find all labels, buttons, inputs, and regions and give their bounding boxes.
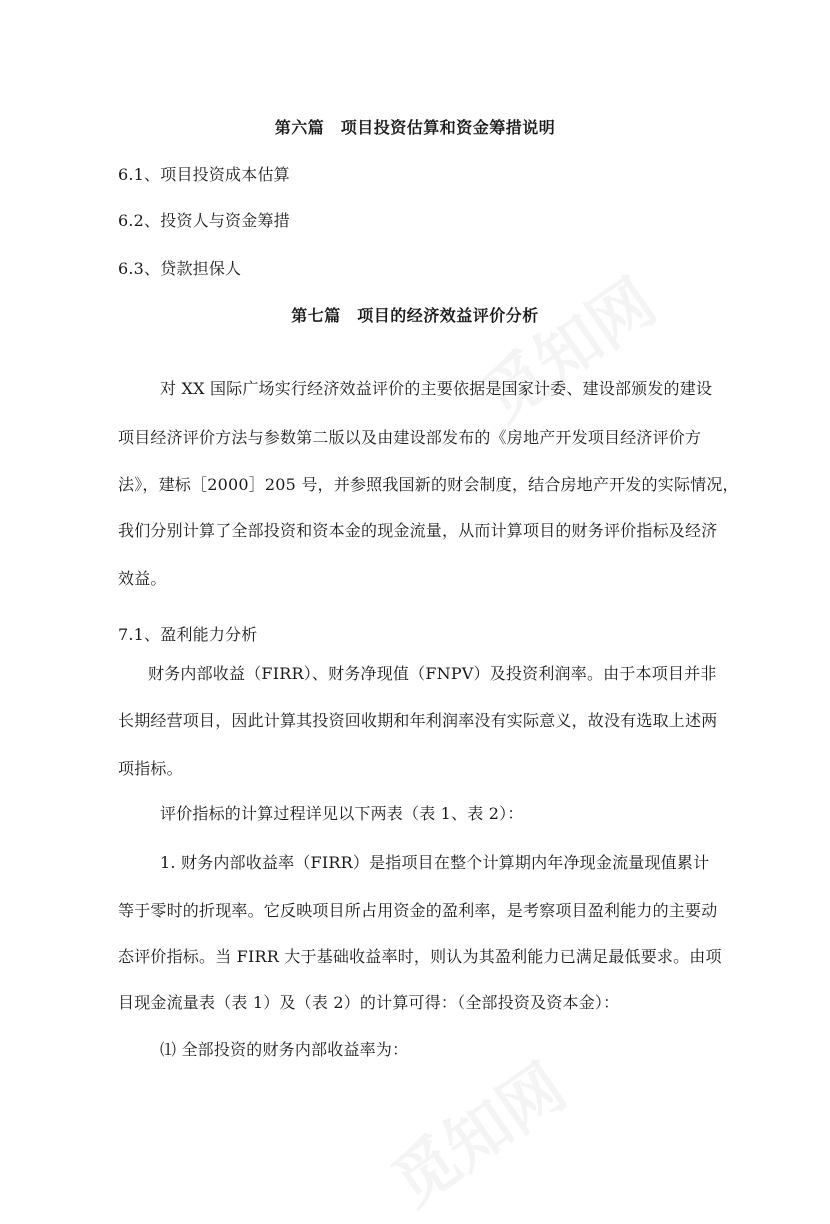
intro-line: 法》，建标［2000］205 号，并参照我国新的财会制度，结合房地产开发的实际情况， — [118, 475, 739, 494]
para1-line: 长期经营项目，因此计算其投资回收期和年利润率没有实际意义，故没有选取上述两 — [118, 711, 718, 730]
para3-line: 态评价指标。当 FIRR 大于基础收益率时，则认为其盈利能力已满足最低要求。由项 — [118, 947, 722, 966]
section7-title: 第七篇 项目的经济效益评价分析 — [291, 306, 539, 325]
watermark — [371, 1038, 581, 1223]
watermark — [461, 253, 671, 438]
para1-line: 财务内部收益（FIRR）、财务净现值（FNPV）及投资利润率。由于本项目并非 — [148, 664, 717, 683]
intro-line: 我们分别计算了全部投资和资本金的现金流量，从而计算项目的财务评价指标及经济 — [118, 521, 718, 540]
para3-line: 目现金流量表（表 1）及（表 2）的计算可得：（全部投资及资本金）： — [118, 993, 620, 1012]
toc-item: 6.1、项目投资成本估算 — [118, 165, 290, 184]
intro-line: 效益。 — [118, 569, 167, 588]
intro-line: 对 XX 国际广场实行经济效益评价的主要依据是国家计委、建设部颁发的建设 — [160, 379, 713, 398]
section6-title: 第六篇 项目投资估算和资金筹措说明 — [274, 118, 556, 137]
para3-line: 1. 财务内部收益率（FIRR）是指项目在整个计算期内年净现金流量现值累计 — [160, 853, 710, 872]
para4-line: ⑴ 全部投资的财务内部收益率为： — [160, 1040, 409, 1059]
intro-line: 项目经济评价方法与参数第二版以及由建设部发布的《房地产开发项目经济评价方 — [118, 428, 702, 447]
sub-heading: 7.1、盈利能力分析 — [118, 625, 258, 644]
toc-item: 6.3、贷款担保人 — [118, 259, 242, 278]
toc-item: 6.2、投资人与资金筹措 — [118, 211, 290, 230]
para3-line: 等于零时的折现率。它反映项目所占用资金的盈利率，是考察项目盈利能力的主要动 — [118, 901, 718, 920]
para1-line: 项指标。 — [118, 759, 183, 778]
para2-line: 评价指标的计算过程详见以下两表（表 1、表 2）： — [160, 804, 524, 823]
